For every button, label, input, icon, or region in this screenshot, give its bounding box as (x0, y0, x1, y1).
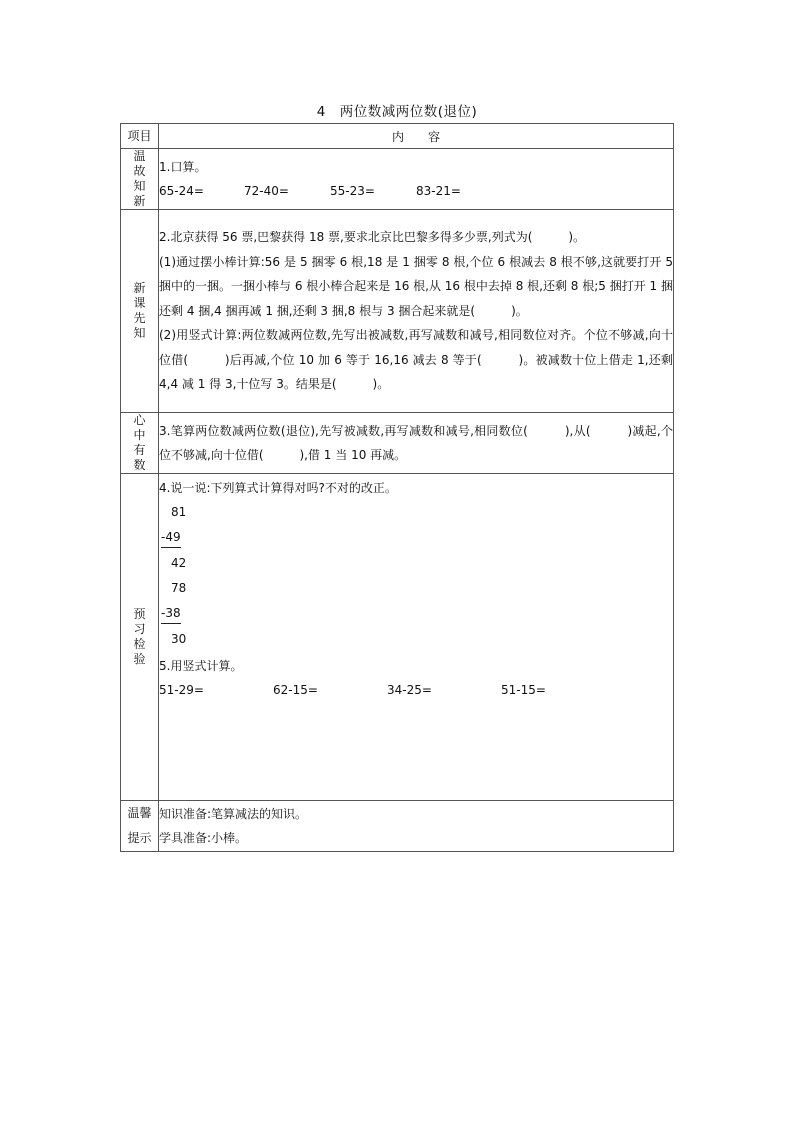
q5-item: 34-25= (387, 683, 432, 697)
label-tips-bottom: 提示 (127, 831, 152, 845)
calc1-result: 42 (171, 556, 187, 570)
label-preview (121, 474, 159, 801)
row-mind (121, 413, 674, 474)
q1-item: 72-40= (244, 184, 289, 198)
vertical-calc-1 (159, 500, 673, 576)
header-item-col: 项目 (121, 124, 159, 149)
calc2-result: 30 (171, 632, 187, 646)
q1-items (159, 179, 673, 203)
q4-title: 4.说一说:下列算式计算得对吗?不对的改正。 (159, 481, 397, 495)
q5-item: 51-29= (159, 683, 204, 697)
q1-item: 65-24= (159, 184, 204, 198)
q1-item: 55-23= (330, 184, 375, 198)
row-tips (121, 801, 674, 852)
row-preview (121, 474, 674, 801)
lesson-table (120, 123, 674, 852)
q5-title: 5.用竖式计算。 (159, 659, 243, 673)
label-newlesson (121, 210, 159, 413)
q5-items (159, 678, 673, 702)
q1-title: 1.口算。 (159, 160, 207, 174)
calc2-subtrahend: -38 (161, 603, 181, 624)
content-preview (159, 474, 674, 801)
label-preview-text: 预习检验 (133, 607, 146, 666)
tip-knowledge: 知识准备:笔算减法的知识。 (159, 807, 308, 821)
label-tips (121, 801, 159, 852)
calc1-top: 81 (171, 505, 187, 519)
label-newlesson-text: 新课先知 (133, 281, 146, 340)
q3-text: 3.笔算两位数减两位数(退位),先写被减数,再写减数和减号,相同数位( ),从( )减起,个位不够减,向十位借( ),借 1 当 10 再减。 (159, 423, 673, 462)
label-mind (121, 413, 159, 474)
label-mind-text: 心中有数 (133, 413, 146, 472)
q5-item: 51-15= (501, 683, 546, 697)
content-tips (159, 801, 674, 852)
calc2-top: 78 (171, 581, 187, 595)
tip-tools: 学具准备:小棒。 (159, 831, 248, 845)
label-tips-top: 温馨 (127, 806, 152, 820)
page-title: 4 两位数减两位数(退位) (316, 104, 478, 120)
content-newlesson (159, 210, 674, 413)
q2-part2: (2)用竖式计算:两位数减两位数,先写出被减数,再写减数和减号,相同数位对齐。个位不够减,向十位借( )后再减,个位 10 加 6 等于 16,16 减去 8 等于( )。被减数十位上借走 1,还剩 4,4 减 1 得 3,十位写 3。结果是( )。 (159, 328, 673, 392)
q2-part1: (1)通过摆小棒计算:56 是 5 捆零 6 根,18 是 1 捆零 8 根,个位 6 根减去 8 根不够,这就要打开 5 捆中的一捆。一捆小棒与 6 根小棒合起来是 16 根,从 16 根中去掉 8 根,还剩 8 根;5 捆打开 1 捆还剩 4 捆,4 捆再减 1 捆,还剩 3 捆,8 根与 3 捆合起来就是( )。 (159, 254, 673, 318)
label-review-text: 温故知新 (133, 149, 146, 208)
header-row (121, 124, 674, 149)
content-review (159, 149, 674, 210)
q2-text: 2.北京获得 56 票,巴黎获得 18 票,要求北京比巴黎多得多少票,列式为( )。 (159, 230, 586, 245)
row-newlesson (121, 210, 674, 413)
q1-item: 83-21= (416, 184, 461, 198)
q5-item: 62-15= (273, 683, 318, 697)
content-mind (159, 413, 674, 474)
label-review (121, 149, 159, 210)
header-content-col: 内 容 (159, 124, 674, 149)
row-review (121, 149, 674, 210)
vertical-calc-2 (159, 576, 673, 652)
calc1-subtrahend: -49 (161, 527, 181, 548)
